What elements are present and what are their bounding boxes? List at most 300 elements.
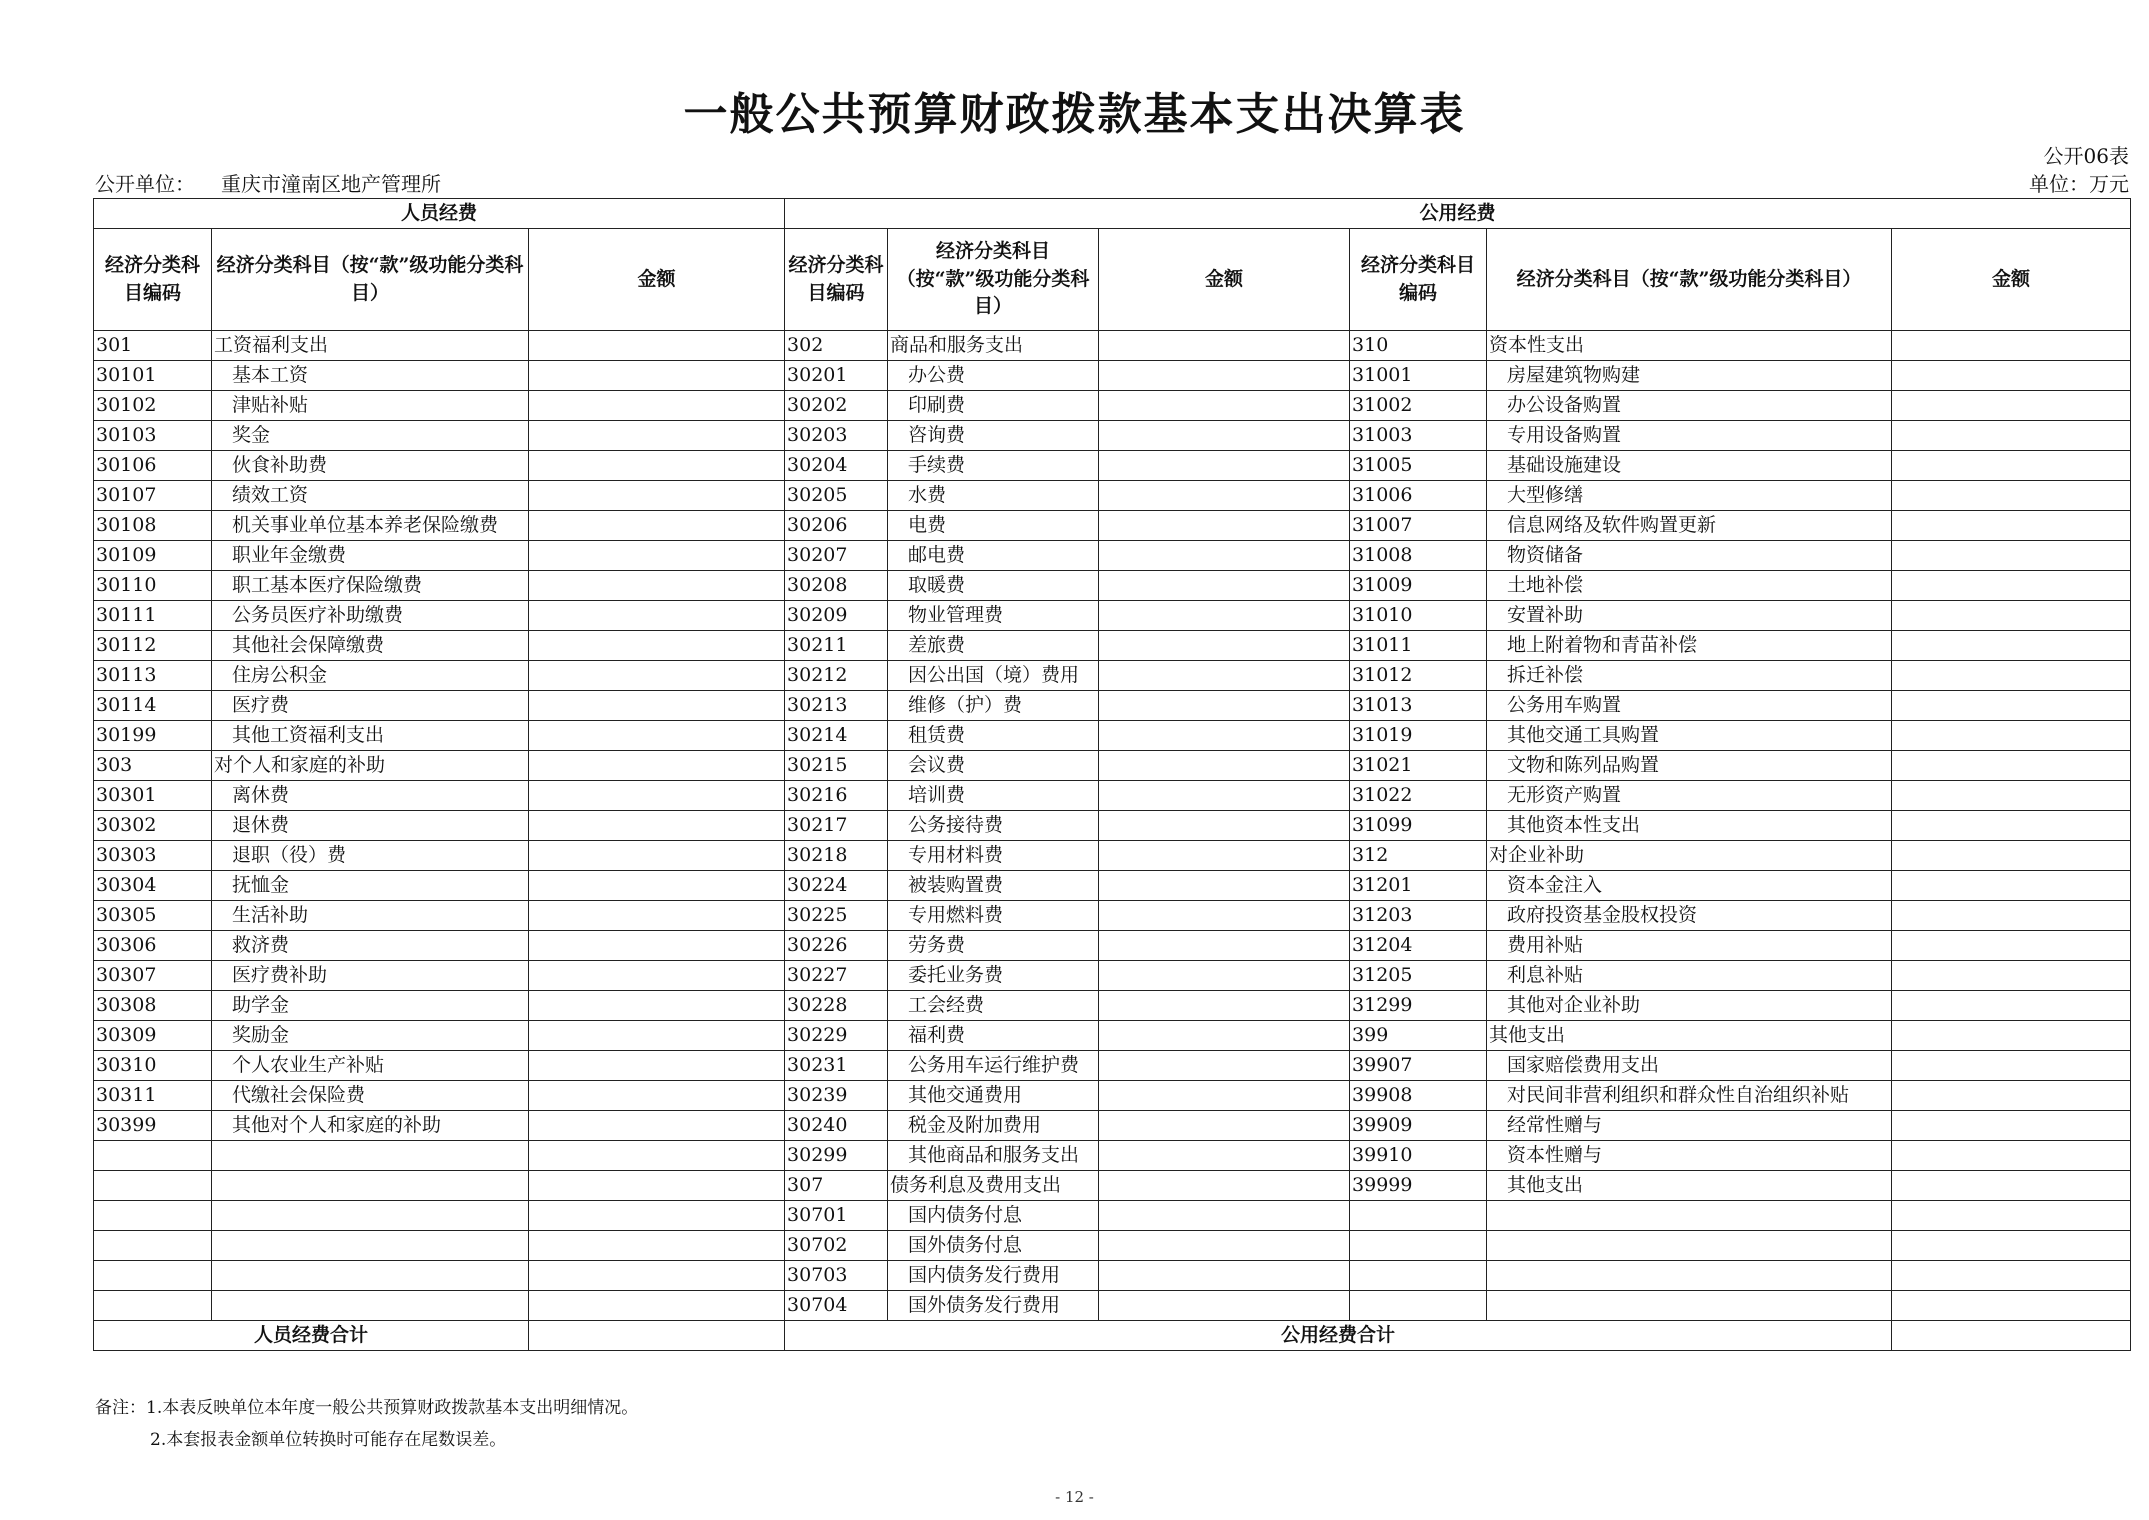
row-amount [529, 871, 785, 901]
row-name: 国外债务付息 [888, 1231, 1099, 1261]
row-amount [529, 1111, 785, 1141]
row-code: 39999 [1350, 1171, 1487, 1201]
row-code: 30231 [785, 1051, 888, 1081]
row-code: 39910 [1350, 1141, 1487, 1171]
personnel-total-label: 人员经费合计 [94, 1321, 529, 1351]
row-amount [529, 1021, 785, 1051]
row-code: 30218 [785, 841, 888, 871]
row-amount [1099, 1141, 1350, 1171]
row-amount [1099, 451, 1350, 481]
row-code [94, 1201, 212, 1231]
row-code: 30702 [785, 1231, 888, 1261]
row-amount [1892, 1081, 2131, 1111]
row-name: 电费 [888, 511, 1099, 541]
row-amount [529, 811, 785, 841]
row-amount [1099, 331, 1350, 361]
row-code: 30203 [785, 421, 888, 451]
public-total-label: 公用经费合计 [785, 1321, 1892, 1351]
row-amount [1099, 1291, 1350, 1321]
row-code: 30399 [94, 1111, 212, 1141]
row-code: 30202 [785, 391, 888, 421]
row-code: 30109 [94, 541, 212, 571]
table-row [94, 661, 2131, 691]
row-amount [529, 661, 785, 691]
table-row [94, 451, 2131, 481]
row-amount [1099, 511, 1350, 541]
row-code: 30302 [94, 811, 212, 841]
row-code: 312 [1350, 841, 1487, 871]
row-amount [1099, 661, 1350, 691]
table-row [94, 481, 2131, 511]
row-code: 30227 [785, 961, 888, 991]
row-name: 其他交通工具购置 [1487, 721, 1892, 751]
row-name: 机关事业单位基本养老保险缴费 [212, 511, 529, 541]
row-name: 福利费 [888, 1021, 1099, 1051]
row-name: 专用设备购置 [1487, 421, 1892, 451]
row-code: 30204 [785, 451, 888, 481]
row-name [1487, 1231, 1892, 1261]
row-amount [529, 781, 785, 811]
row-amount [529, 751, 785, 781]
table-row [94, 541, 2131, 571]
col-header-code: 经济分类科目编码 [785, 229, 888, 331]
table-row [94, 871, 2131, 901]
row-name: 因公出国（境）费用 [888, 661, 1099, 691]
totals-row [94, 1321, 2131, 1351]
row-code: 30199 [94, 721, 212, 751]
table-row [94, 1141, 2131, 1171]
row-amount [1892, 481, 2131, 511]
row-name: 大型修缮 [1487, 481, 1892, 511]
table-row [94, 571, 2131, 601]
row-code: 30301 [94, 781, 212, 811]
row-amount [529, 1051, 785, 1081]
row-amount [1099, 931, 1350, 961]
row-name: 国外债务发行费用 [888, 1291, 1099, 1321]
row-name: 税金及附加费用 [888, 1111, 1099, 1141]
row-code [1350, 1201, 1487, 1231]
row-amount [529, 421, 785, 451]
table-row [94, 1201, 2131, 1231]
row-code: 301 [94, 331, 212, 361]
row-code: 30106 [94, 451, 212, 481]
row-amount [529, 931, 785, 961]
row-amount [1892, 331, 2131, 361]
row-code: 31201 [1350, 871, 1487, 901]
row-name: 印刷费 [888, 391, 1099, 421]
row-name [1487, 1291, 1892, 1321]
row-amount [1099, 781, 1350, 811]
row-amount [529, 1171, 785, 1201]
row-code: 30240 [785, 1111, 888, 1141]
row-name: 其他对企业补助 [1487, 991, 1892, 1021]
table-row [94, 691, 2131, 721]
row-amount [529, 961, 785, 991]
row-name: 办公设备购置 [1487, 391, 1892, 421]
row-amount [1892, 931, 2131, 961]
public-group-header: 公用经费 [785, 199, 2131, 229]
row-name: 邮电费 [888, 541, 1099, 571]
row-name: 工资福利支出 [212, 331, 529, 361]
row-code: 30303 [94, 841, 212, 871]
row-amount [1892, 421, 2131, 451]
row-amount [1099, 901, 1350, 931]
row-amount [1099, 1051, 1350, 1081]
row-amount [1892, 751, 2131, 781]
row-code: 30213 [785, 691, 888, 721]
amount-unit: 单位：万元 [2029, 172, 2129, 196]
row-name [212, 1141, 529, 1171]
row-name: 其他工资福利支出 [212, 721, 529, 751]
row-amount [1892, 1261, 2131, 1291]
row-amount [1099, 391, 1350, 421]
row-code: 31002 [1350, 391, 1487, 421]
row-code [94, 1141, 212, 1171]
note-1: 备注：1.本表反映单位本年度一般公共预算财政拨款基本支出明细情况。 [95, 1398, 639, 1418]
row-code: 30114 [94, 691, 212, 721]
row-amount [1099, 1021, 1350, 1051]
row-code: 30209 [785, 601, 888, 631]
table-row [94, 1261, 2131, 1291]
row-name: 水费 [888, 481, 1099, 511]
row-code: 31203 [1350, 901, 1487, 931]
row-code: 30228 [785, 991, 888, 1021]
row-amount [1892, 811, 2131, 841]
row-amount [1892, 1111, 2131, 1141]
row-amount [1892, 511, 2131, 541]
table-row [94, 1081, 2131, 1111]
row-code: 30102 [94, 391, 212, 421]
row-amount [1099, 541, 1350, 571]
row-name: 奖金 [212, 421, 529, 451]
row-name: 物业管理费 [888, 601, 1099, 631]
row-code: 303 [94, 751, 212, 781]
row-amount [1099, 481, 1350, 511]
row-amount [1892, 601, 2131, 631]
row-amount [529, 901, 785, 931]
row-name: 助学金 [212, 991, 529, 1021]
row-name: 津贴补贴 [212, 391, 529, 421]
row-amount [1892, 721, 2131, 751]
row-name [212, 1261, 529, 1291]
row-amount [529, 991, 785, 1021]
row-name: 伙食补助费 [212, 451, 529, 481]
row-name: 安置补助 [1487, 601, 1892, 631]
row-code: 31009 [1350, 571, 1487, 601]
row-code: 31006 [1350, 481, 1487, 511]
row-name: 公务用车购置 [1487, 691, 1892, 721]
row-amount [529, 721, 785, 751]
table-row [94, 991, 2131, 1021]
row-amount [1892, 901, 2131, 931]
row-code: 30309 [94, 1021, 212, 1051]
row-amount [1892, 571, 2131, 601]
row-code: 31204 [1350, 931, 1487, 961]
row-amount [1892, 1021, 2131, 1051]
row-code: 39908 [1350, 1081, 1487, 1111]
row-name: 职工基本医疗保险缴费 [212, 571, 529, 601]
row-code: 30239 [785, 1081, 888, 1111]
row-name: 基本工资 [212, 361, 529, 391]
row-amount [529, 1231, 785, 1261]
row-name: 专用材料费 [888, 841, 1099, 871]
row-amount [529, 541, 785, 571]
row-name: 维修（护）费 [888, 691, 1099, 721]
row-amount [1892, 781, 2131, 811]
row-code: 30311 [94, 1081, 212, 1111]
row-code [94, 1291, 212, 1321]
row-name [1487, 1261, 1892, 1291]
row-code: 39907 [1350, 1051, 1487, 1081]
row-amount [1892, 691, 2131, 721]
table-row [94, 1021, 2131, 1051]
row-name: 专用燃料费 [888, 901, 1099, 931]
notes [95, 1392, 638, 1456]
row-code: 30201 [785, 361, 888, 391]
row-code: 31003 [1350, 421, 1487, 451]
row-name: 文物和陈列品购置 [1487, 751, 1892, 781]
row-amount [1892, 1231, 2131, 1261]
public-total-amount [1892, 1321, 2131, 1351]
row-amount [1099, 1171, 1350, 1201]
row-amount [529, 841, 785, 871]
row-code: 31022 [1350, 781, 1487, 811]
table-row [94, 931, 2131, 961]
table-row [94, 1291, 2131, 1321]
row-code: 31019 [1350, 721, 1487, 751]
row-name: 工会经费 [888, 991, 1099, 1021]
row-amount [1099, 421, 1350, 451]
row-code: 30211 [785, 631, 888, 661]
row-amount [1099, 1081, 1350, 1111]
row-code: 30310 [94, 1051, 212, 1081]
row-name: 其他支出 [1487, 1021, 1892, 1051]
row-amount [1892, 1051, 2131, 1081]
col-header-amount: 金额 [1892, 229, 2131, 331]
row-amount [1892, 451, 2131, 481]
row-amount [529, 1261, 785, 1291]
row-name: 奖励金 [212, 1021, 529, 1051]
row-name: 抚恤金 [212, 871, 529, 901]
row-code: 30216 [785, 781, 888, 811]
row-name: 土地补偿 [1487, 571, 1892, 601]
row-name: 其他社会保障缴费 [212, 631, 529, 661]
row-amount [1099, 991, 1350, 1021]
reporting-unit-label: 公开单位： [95, 172, 195, 196]
row-amount [1099, 1111, 1350, 1141]
row-name: 无形资产购置 [1487, 781, 1892, 811]
row-code: 30107 [94, 481, 212, 511]
row-amount [1099, 871, 1350, 901]
row-code [1350, 1291, 1487, 1321]
personnel-group-header: 人员经费 [94, 199, 785, 229]
table-row [94, 511, 2131, 541]
row-code: 31010 [1350, 601, 1487, 631]
row-name: 绩效工资 [212, 481, 529, 511]
table-row [94, 361, 2131, 391]
table-row [94, 751, 2131, 781]
row-name: 个人农业生产补贴 [212, 1051, 529, 1081]
row-code: 30113 [94, 661, 212, 691]
row-name: 信息网络及软件购置更新 [1487, 511, 1892, 541]
row-name: 对个人和家庭的补助 [212, 751, 529, 781]
row-code: 30110 [94, 571, 212, 601]
reporting-unit [95, 168, 441, 197]
row-name: 国内债务付息 [888, 1201, 1099, 1231]
row-name: 资本性赠与 [1487, 1141, 1892, 1171]
table-row [94, 421, 2131, 451]
row-name: 医疗费补助 [212, 961, 529, 991]
row-code: 30229 [785, 1021, 888, 1051]
table-row [94, 781, 2131, 811]
row-code: 30299 [785, 1141, 888, 1171]
row-name: 房屋建筑物购建 [1487, 361, 1892, 391]
row-code: 31007 [1350, 511, 1487, 541]
row-amount [529, 571, 785, 601]
row-name: 委托业务费 [888, 961, 1099, 991]
col-header-name: 经济分类科目（按“款”级功能分类科目） [888, 229, 1099, 331]
row-code: 30306 [94, 931, 212, 961]
row-code: 30225 [785, 901, 888, 931]
row-code: 31205 [1350, 961, 1487, 991]
row-name [212, 1171, 529, 1201]
row-code: 31012 [1350, 661, 1487, 691]
row-amount [1099, 721, 1350, 751]
row-amount [529, 1291, 785, 1321]
row-amount [529, 331, 785, 361]
row-amount [1892, 1201, 2131, 1231]
row-name: 退职（役）费 [212, 841, 529, 871]
row-name: 差旅费 [888, 631, 1099, 661]
row-name: 劳务费 [888, 931, 1099, 961]
table-number: 公开06表 [2043, 144, 2129, 168]
row-code: 31099 [1350, 811, 1487, 841]
row-name: 其他商品和服务支出 [888, 1141, 1099, 1171]
row-name: 培训费 [888, 781, 1099, 811]
row-amount [1099, 1261, 1350, 1291]
row-amount [1892, 1171, 2131, 1201]
row-amount [1099, 841, 1350, 871]
row-name: 取暖费 [888, 571, 1099, 601]
row-code: 310 [1350, 331, 1487, 361]
row-amount [1099, 1231, 1350, 1261]
row-amount [529, 1141, 785, 1171]
row-name: 咨询费 [888, 421, 1099, 451]
row-amount [529, 601, 785, 631]
page-number: - 12 - [1055, 1488, 1094, 1506]
row-code [94, 1261, 212, 1291]
row-code: 30206 [785, 511, 888, 541]
row-code: 31011 [1350, 631, 1487, 661]
row-code: 30226 [785, 931, 888, 961]
row-code [1350, 1261, 1487, 1291]
table-row [94, 721, 2131, 751]
row-amount [1099, 811, 1350, 841]
row-code: 30111 [94, 601, 212, 631]
row-code: 31008 [1350, 541, 1487, 571]
row-name: 基础设施建设 [1487, 451, 1892, 481]
row-name: 资本性支出 [1487, 331, 1892, 361]
row-code: 30208 [785, 571, 888, 601]
row-code: 30215 [785, 751, 888, 781]
row-amount [529, 361, 785, 391]
row-name: 其他对个人和家庭的补助 [212, 1111, 529, 1141]
reporting-unit-name: 重庆市潼南区地产管理所 [221, 172, 441, 196]
table-row [94, 961, 2131, 991]
row-code: 30224 [785, 871, 888, 901]
row-name: 物资储备 [1487, 541, 1892, 571]
row-amount [1892, 1141, 2131, 1171]
row-name: 租赁费 [888, 721, 1099, 751]
row-amount [1099, 1201, 1350, 1231]
row-amount [1099, 601, 1350, 631]
table-row [94, 631, 2131, 661]
row-name: 国家赔偿费用支出 [1487, 1051, 1892, 1081]
row-amount [1099, 691, 1350, 721]
row-amount [1892, 1291, 2131, 1321]
row-name: 债务利息及费用支出 [888, 1171, 1099, 1201]
personnel-total-amount [529, 1321, 785, 1351]
column-header-row [94, 229, 2131, 331]
table-row [94, 1171, 2131, 1201]
row-name: 离休费 [212, 781, 529, 811]
row-name: 经常性赠与 [1487, 1111, 1892, 1141]
row-code: 30703 [785, 1261, 888, 1291]
row-name: 代缴社会保险费 [212, 1081, 529, 1111]
row-name: 医疗费 [212, 691, 529, 721]
row-amount [1892, 391, 2131, 421]
row-name: 资本金注入 [1487, 871, 1892, 901]
row-amount [529, 1081, 785, 1111]
row-name: 国内债务发行费用 [888, 1261, 1099, 1291]
row-amount [529, 451, 785, 481]
row-amount [1892, 361, 2131, 391]
row-amount [1099, 961, 1350, 991]
row-name [1487, 1201, 1892, 1231]
row-name: 公务员医疗补助缴费 [212, 601, 529, 631]
row-code: 30308 [94, 991, 212, 1021]
row-code: 30205 [785, 481, 888, 511]
row-amount [1892, 631, 2131, 661]
row-name: 商品和服务支出 [888, 331, 1099, 361]
col-header-code: 经济分类科目编码 [1350, 229, 1487, 331]
row-name: 其他资本性支出 [1487, 811, 1892, 841]
col-header-name: 经济分类科目（按“款”级功能分类科目） [212, 229, 529, 331]
row-name: 手续费 [888, 451, 1099, 481]
row-name: 其他交通费用 [888, 1081, 1099, 1111]
row-name: 费用补贴 [1487, 931, 1892, 961]
row-name: 对企业补助 [1487, 841, 1892, 871]
row-code [94, 1231, 212, 1261]
row-amount [1099, 571, 1350, 601]
row-code: 31299 [1350, 991, 1487, 1021]
table-row [94, 1051, 2131, 1081]
row-code: 307 [785, 1171, 888, 1201]
row-name [212, 1291, 529, 1321]
row-code: 30307 [94, 961, 212, 991]
row-name [212, 1201, 529, 1231]
row-amount [1892, 541, 2131, 571]
row-name: 其他支出 [1487, 1171, 1892, 1201]
row-code: 39909 [1350, 1111, 1487, 1141]
row-code: 30101 [94, 361, 212, 391]
row-amount [1099, 751, 1350, 781]
table-row [94, 901, 2131, 931]
row-code: 30214 [785, 721, 888, 751]
table-row [94, 811, 2131, 841]
row-amount [1099, 361, 1350, 391]
row-name: 生活补助 [212, 901, 529, 931]
